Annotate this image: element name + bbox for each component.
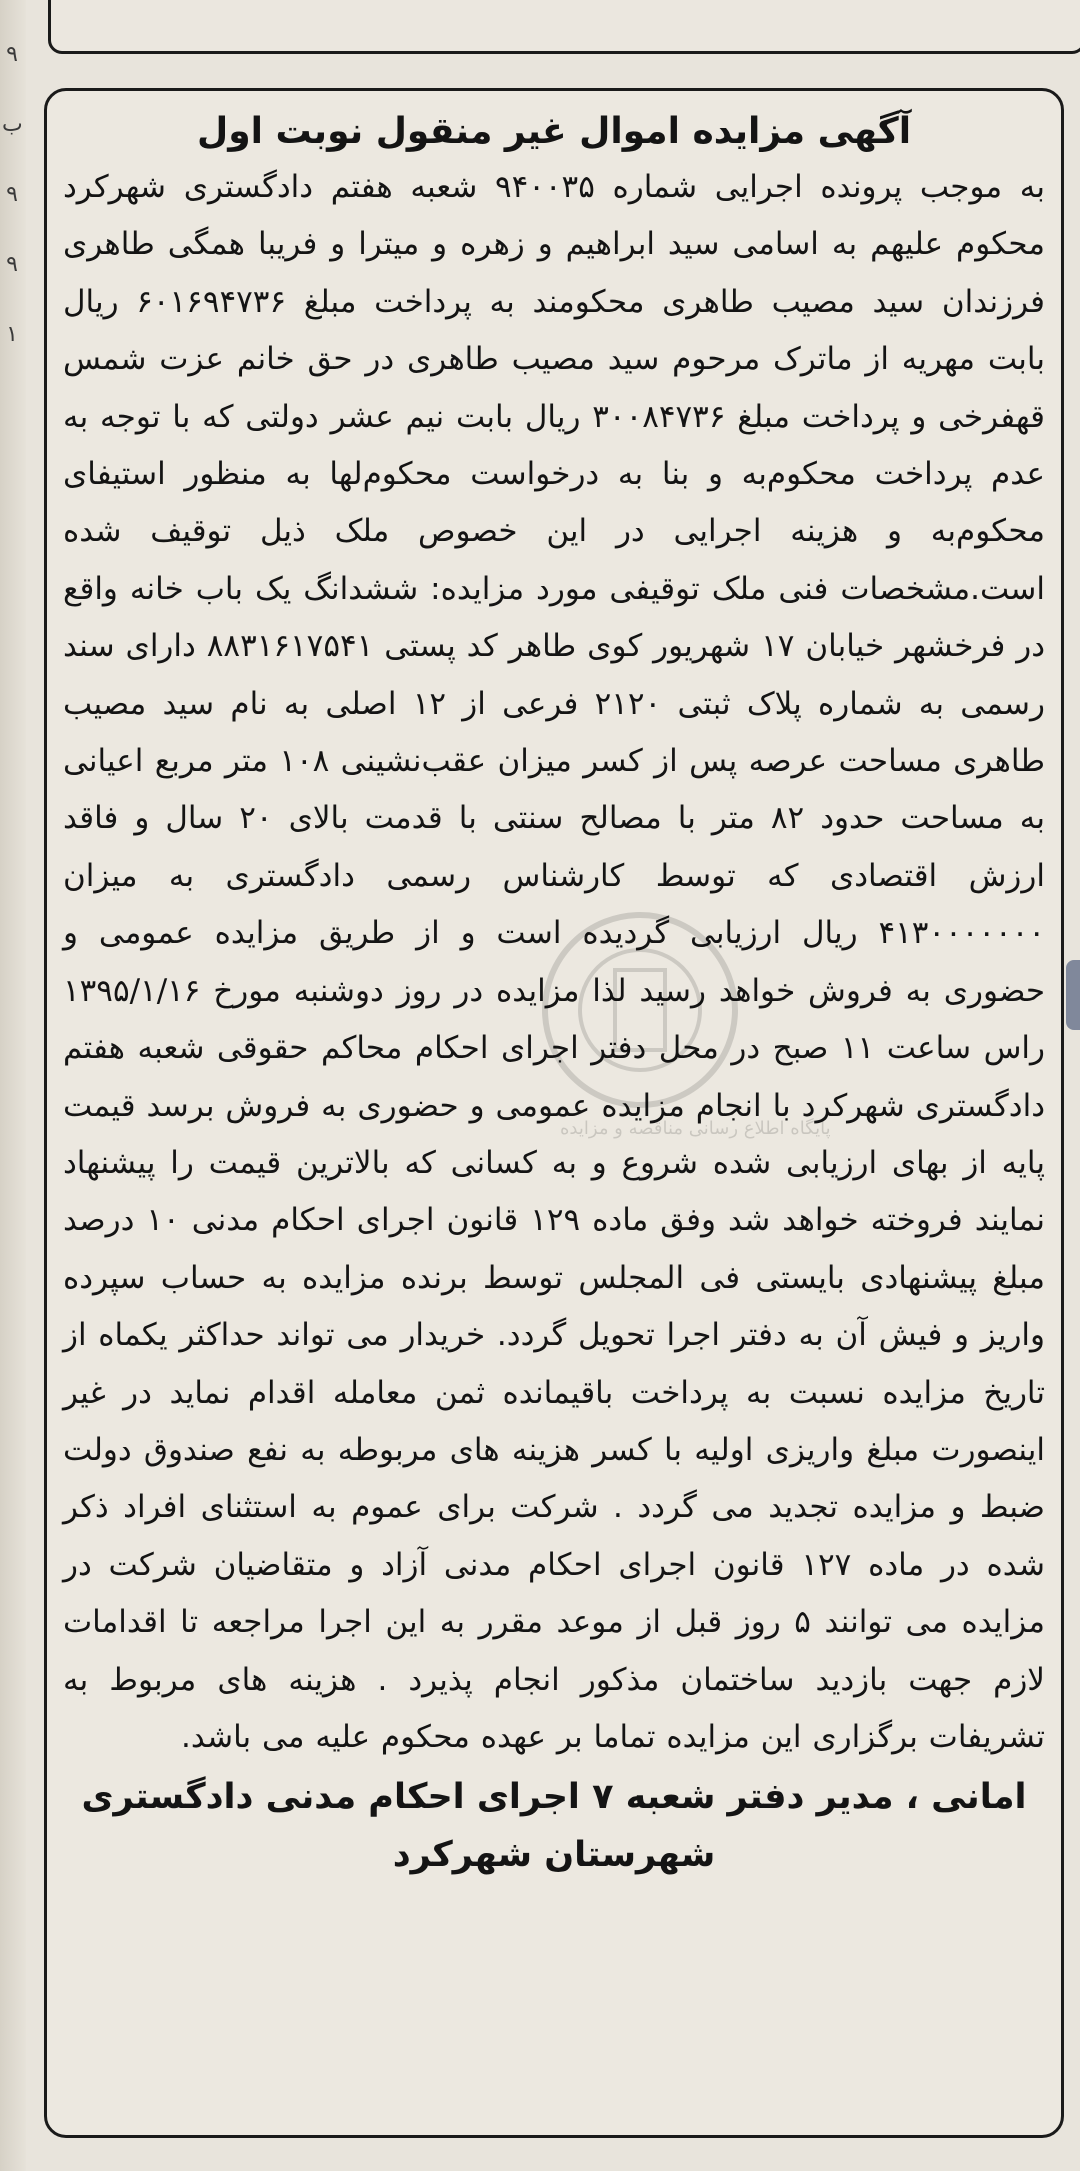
- signature-line-2: شهرستان شهرکرد: [392, 1835, 716, 1876]
- adjacent-column-strip: [0, 0, 26, 2171]
- watermark-text: پایگاه اطلاع رسانی مناقصه و مزایده: [560, 1118, 831, 1139]
- auction-notice-content: [63, 107, 1045, 2119]
- previous-notice-frame: [48, 0, 1080, 54]
- notice-signature: [63, 1768, 1045, 1884]
- edge-ink-mark: [1066, 960, 1080, 1030]
- notice-title: آگهی مزایده اموال غیر منقول نوبت اول: [196, 111, 912, 152]
- signature-line-1: امانی ، مدیر دفتر شعبه ۷ اجرای احکام مدنی دادگستری: [81, 1777, 1027, 1818]
- adjacent-column-fragments: ۹ ب ۹ ۹ ۱: [2, 42, 23, 347]
- auction-notice: [44, 88, 1064, 2138]
- notice-body: به موجب پرونده اجرایی شماره ۹۴۰۰۳۵ شعبه هفتم دادگستری شهرکرد محکوم علیهم به اسامی سید ابراهیم و زهره و میترا و فریبا همگی طاهری فرزندان سید مصیب طاهری محکومند به پرداخت مبلغ ۶۰۱۶۹۴۷۳۶ ریال بابت مهریه از ماترک مرحوم سید مصیب طاهری در حق خانم عزت شمس قهفرخی و پرداخت مبلغ ۳۰۰۸۴۷۳۶ ریال بابت نیم عشر دولتی که با توجه به عدم پرداخت محکوم‌به و بنا به درخواست محکوم‌لها به منظور استیفای محکوم‌به و هزینه اجرایی در این خصوص ملک ذیل توقیف شده است.مشخصات فنی ملک توقیفی مورد مزایده: ششدانگ یک باب خانه واقع در فرخشهر خیابان ۱۷ شهریور کوی طاهر کد پستی ۸۸۳۱۶۱۷۵۴۱ دارای سند رسمی به شماره پلاک ثبتی ۲۱۲۰ فرعی از ۱۲ اصلی به نام سید مصیب طاهری مساحت عرصه پس از کسر میزان عقب‌نشینی ۱۰۸ متر مربع اعیانی به مساحت حدود ۸۲ متر با مصالح سنتی با قدمت بالای ۲۰ سال و فاقد ارزش اقتصادی که توسط کارشناس رسمی دادگستری به میزان ۴۱۳۰۰۰۰۰۰۰ ریال ارزیابی گردیده است و از طریق مزایده عمومی و حضوری به فروش خواهد رسید لذا مزایده در روز دوشنبه مورخ ۱۳۹۵/۱/۱۶ راس ساعت ۱۱ صبح در محل دفتر اجرای احکام محاکم حقوقی شعبه هفتم دادگستری شهرکرد با انجام مزایده عمومی و حضوری به فروش برسد قیمت پایه از بهای ارزیابی شده شروع و به کسانی که بالاترین قیمت را پیشنهاد نمایند فروخته خواهد شد وفق ماده ۱۲۹ قانون اجرای احکام مدنی ۱۰ درصد مبلغ پیشنهادی بایستی فی المجلس توسط برنده مزایده به حساب سپرده واریز و فیش آن به دفتر اجرا تحویل گردد. خریدار می تواند حداکثر یکماه از تاریخ مزایده نسبت به پرداخت باقیمانده ثمن معامله اقدام نماید در غیر اینصورت مبلغ واریزی اولیه با کسر هزینه های مربوطه به نفع صندوق دولت ضبط و مزایده تجدید می گردد . شرکت برای عموم به استثنای افراد ذکر شده در ماده ۱۲۷ قانون اجرای احکام مدنی آزاد و متقاضیان شرکت در مزایده می توانند ۵ روز قبل از موعد مقرر به این اجرا مراجعه تا اقدامات لازم جهت بازدید ساختمان مذکور انجام پذیرد . هزینه های مربوط به تشریفات برگزاری این مزایده تماما بر عهده محکوم علیه می باشد.: [63, 169, 1046, 1755]
